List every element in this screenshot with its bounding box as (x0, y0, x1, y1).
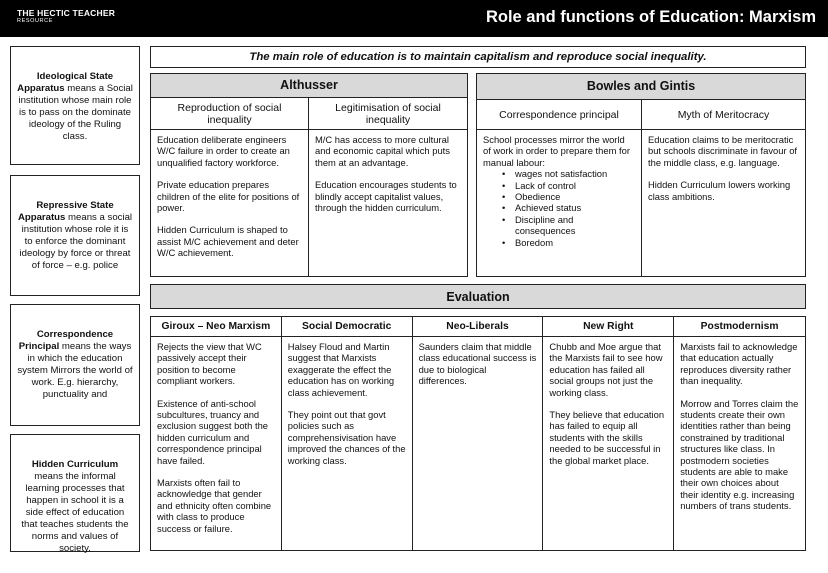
althusser-col1-para: Private education prepares children of the elite for positions of power. (157, 179, 300, 214)
althusser-col1-para: Hidden Curriculum is shaped to assist M/C achievement and deter W/C achievement. (157, 224, 299, 259)
evaluation-grid (150, 316, 806, 551)
evaluation-column-body (151, 337, 281, 538)
list-item: • Lack of control (483, 180, 635, 191)
bowles-gintis-heading: Bowles and Gintis (477, 74, 805, 100)
brand-subtitle: RESOURCE (17, 17, 53, 24)
evaluation-para: They believe that education has failed to equip all students with the skills needed to be successful in the global market place. (549, 409, 665, 466)
list-item: • Boredom (483, 237, 635, 248)
althusser-col2-para: Education encourages students to blindly accept capitalist values, through the hidden curriculum. (315, 179, 457, 214)
bowles-col1-title: Correspondence principal (477, 100, 642, 130)
page-title: Role and functions of Education: Marxism (485, 8, 816, 26)
evaluation-heading: Evaluation (150, 284, 806, 309)
evaluation-column-title: Social Democratic (282, 317, 412, 337)
althusser-col2-para: M/C has access to more cultural and economic capital which puts them at an advantage. (315, 134, 450, 168)
evaluation-column-body (543, 337, 673, 470)
evaluation-para: Marxists fail to acknowledge that education actually reproduces diversity rather than inequality. (680, 341, 798, 387)
brand-name: THE HECTIC TEACHER (17, 8, 116, 18)
bowles-col2-para: Education claims to be meritocratic but schools discriminate in favour of the middle class, e.g. language. (648, 134, 798, 168)
althusser-body (151, 130, 467, 276)
definition-hidden-curriculum (10, 434, 140, 552)
evaluation-column-title: Giroux – Neo Marxism (151, 317, 281, 337)
evaluation-column-title: Neo-Liberals (413, 317, 543, 337)
evaluation-para: Saunders claim that middle class educational success is due to biological differences. (418, 341, 537, 387)
definition-text: means a Social institution whose main role is to pass on the dominate ideology of the Ruling class. (18, 83, 133, 142)
bowles-col2-para: Hidden Curriculum lowers working class ambitions. (648, 179, 791, 202)
bowles-gintis-subheaders (477, 100, 805, 130)
definition-term: Hidden Curriculum (31, 459, 119, 470)
bowles-col1-body (477, 130, 642, 276)
evaluation-para: Halsey Floud and Martin suggest that Marxists exaggerate the effect the education has on working class achievement. (287, 341, 395, 398)
althusser-col1-title: Reproduction of social inequality (151, 98, 309, 130)
list-item: • Discipline and consequences (483, 214, 635, 237)
list-item: • Obedience (483, 191, 635, 202)
evaluation-column-social-democratic (282, 317, 413, 550)
evaluation-para: Marxists often fail to acknowledge that gender and ethnicity often combine with class to produce success or failure. (157, 477, 272, 534)
bowles-col1-intro: School processes mirror the world of work in order to prepare them for manual labour: (483, 134, 630, 168)
evaluation-column-neo-liberals (413, 317, 544, 550)
bowles-col1-list (483, 168, 635, 248)
evaluation-column-body (674, 337, 805, 516)
definition-text: means a social institution whose role it is to enforce the dominant ideology by force or threat of force – e.g. police (19, 212, 133, 271)
evaluation-column-title: Postmodernism (674, 317, 805, 337)
bowles-gintis-body (477, 130, 805, 276)
althusser-col2-title: Legitimisation of social inequality (309, 98, 467, 130)
evaluation-para: Morrow and Torres claim the students create their own identities rather than being constrained by traditional structures like class. In postmodern societies students are able to make their own choices about their identity e.g. increasing numbers of trans students. (680, 397, 799, 512)
bowles-col2-title: Myth of Meritocracy (642, 100, 805, 130)
althusser-heading: Althusser (151, 74, 467, 98)
evaluation-para: Existence of anti-school subcultures, truancy and exclusion suggest both the hidden curriculum and correspondence principal have failed. (157, 397, 269, 466)
list-item: • wages not satisfaction (483, 168, 635, 179)
definition-term: Repressive State Apparatus (17, 200, 114, 223)
althusser-panel (150, 73, 468, 277)
althusser-col1-para: Education deliberate engineers W/C failure in order to create an unqualified factory workforce. (157, 134, 290, 168)
evaluation-column-title: New Right (543, 317, 673, 337)
main-role-banner: The main role of education is to maintain capitalism and reproduce social inequality. (150, 46, 806, 68)
evaluation-column-body (413, 337, 543, 391)
brand-logo (17, 9, 115, 24)
evaluation-column-body (282, 337, 412, 470)
definition-text: means the informal learning processes that happen in school it is a side effect of education that teaches students the norms and values of society. (21, 471, 129, 554)
bowles-gintis-panel (476, 73, 806, 277)
header-bar (0, 0, 828, 37)
evaluation-column-giroux (151, 317, 282, 550)
definition-correspondence-principal (10, 304, 140, 426)
list-item: • Achieved status (483, 202, 635, 213)
althusser-subheaders (151, 98, 467, 130)
althusser-col2-body (309, 130, 467, 276)
evaluation-para: Rejects the view that WC passively accept their position to become compliant workers. (157, 341, 262, 387)
althusser-col1-body (151, 130, 309, 276)
definition-repressive-state-apparatus (10, 175, 140, 296)
evaluation-column-new-right (543, 317, 674, 550)
bowles-col2-body (642, 130, 805, 276)
evaluation-para: Chubb and Moe argue that the Marxists fail to see how education has failed all social groups not just the working class. (549, 341, 663, 398)
definition-term: Ideological State Apparatus (17, 71, 114, 94)
definition-ideological-state-apparatus (10, 46, 140, 165)
definition-term: Correspondence Principal (18, 329, 114, 352)
evaluation-para: They point out that govt policies such as comprehensivisation have improved the chances of the working class. (287, 409, 406, 466)
evaluation-column-postmodernism (674, 317, 805, 550)
definition-text: means the ways in which the education system Mirrors the world of work. E.g. hierarchy, punctuality and (17, 341, 133, 400)
